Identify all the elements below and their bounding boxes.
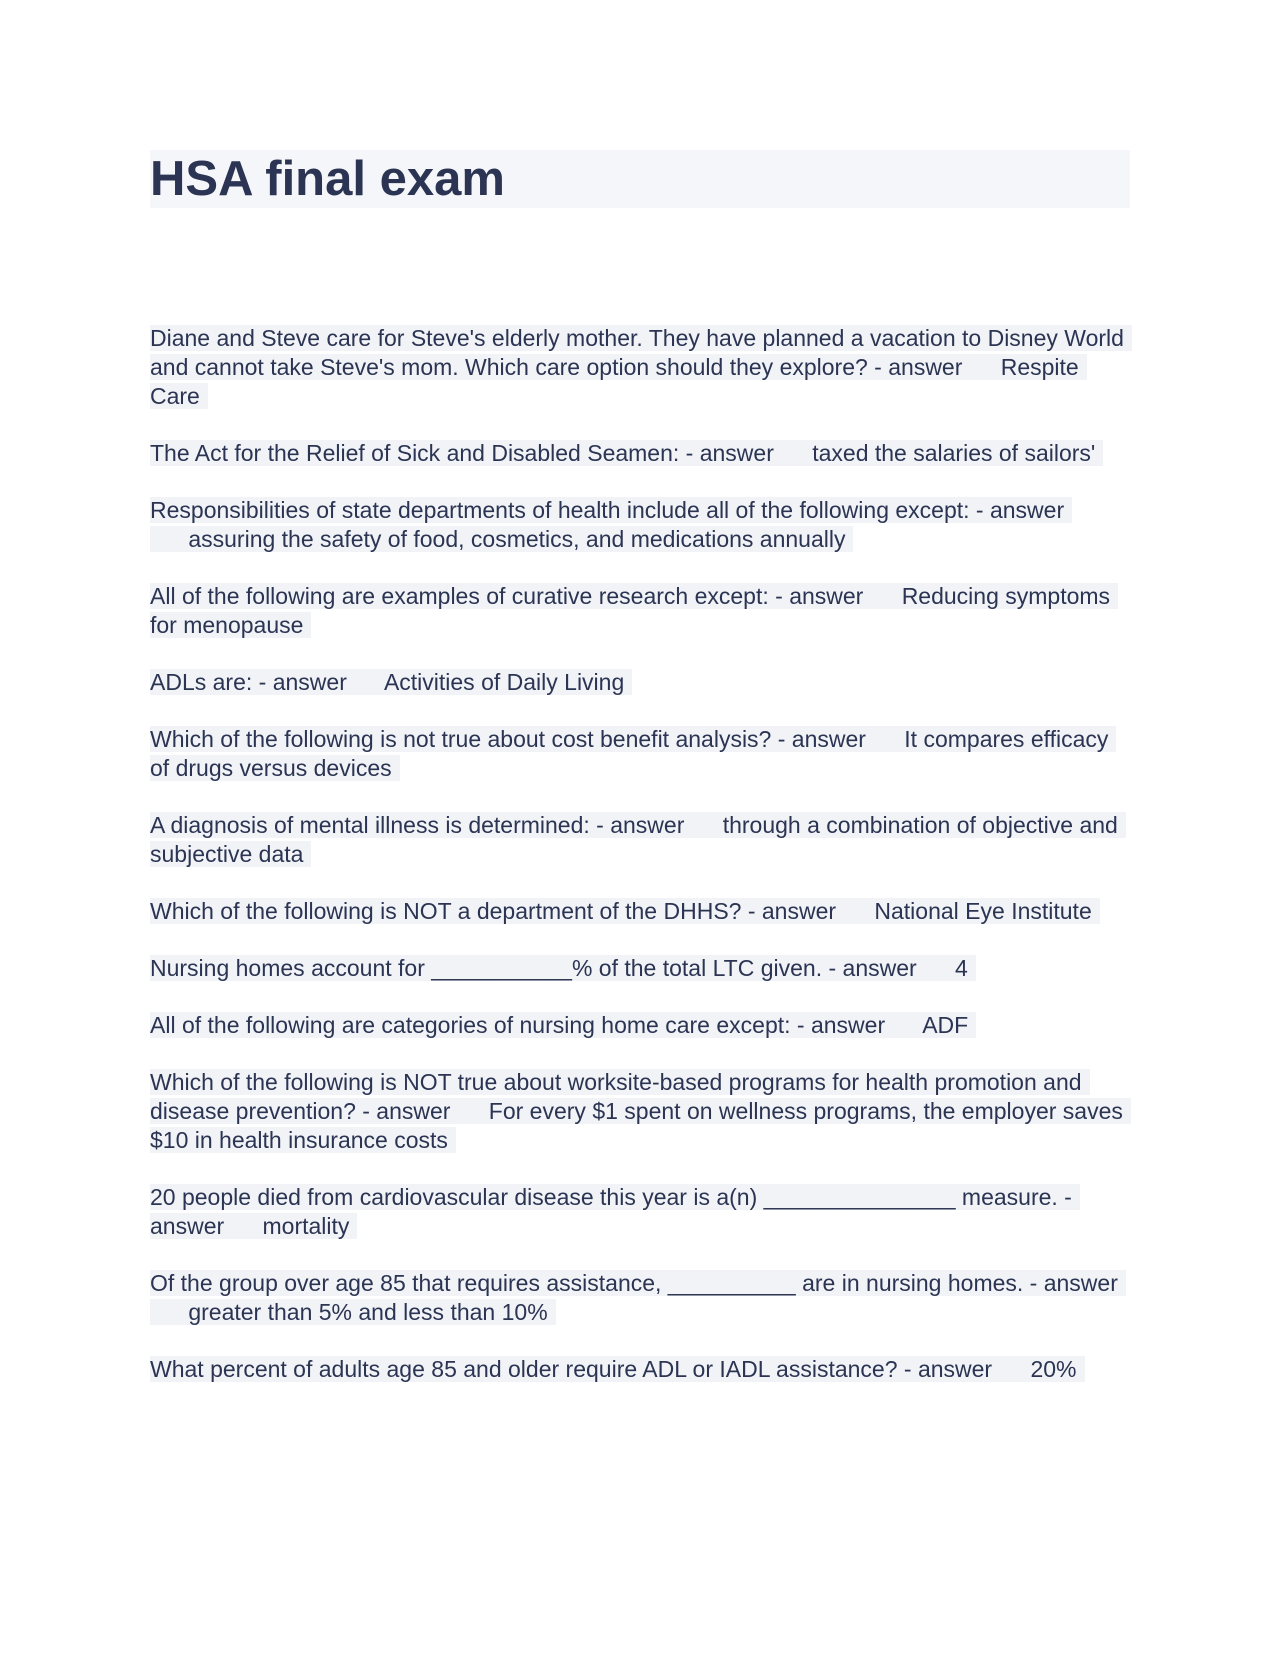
qa-item bbox=[150, 1183, 1130, 1241]
answer-text: ADF bbox=[922, 1012, 969, 1038]
answer-text: 20% bbox=[1030, 1356, 1077, 1382]
question-text: Nursing homes account for ___________% of the total LTC given. - answer bbox=[150, 955, 917, 981]
document-page bbox=[150, 150, 1130, 1412]
answer-text: taxed the salaries of sailors' bbox=[812, 440, 1096, 466]
answer-text: National Eye Institute bbox=[874, 898, 1092, 924]
answer-text: 4 bbox=[955, 955, 968, 981]
title-block bbox=[150, 150, 1130, 208]
answer-text: through a combination of objective and subjective data bbox=[150, 812, 1118, 867]
qa-item bbox=[150, 496, 1130, 554]
answer-text: Reducing symptoms for menopause bbox=[150, 583, 1111, 638]
question-text: The Act for the Relief of Sick and Disabled Seamen: - answer bbox=[150, 440, 774, 466]
question-text: 20 people died from cardiovascular disease this year is a(n) _______________ measure. - answer bbox=[150, 1184, 1072, 1239]
answer-text: assuring the safety of food, cosmetics, and medications annually bbox=[188, 526, 846, 552]
question-text: Responsibilities of state departments of health include all of the following except: - answer bbox=[150, 497, 1065, 523]
question-text: Which of the following is NOT a department of the DHHS? - answer bbox=[150, 898, 837, 924]
qa-item bbox=[150, 1068, 1130, 1155]
question-text: A diagnosis of mental illness is determined: - answer bbox=[150, 812, 685, 838]
question-text: All of the following are categories of nursing home care except: - answer bbox=[150, 1012, 886, 1038]
qa-item bbox=[150, 897, 1130, 926]
answer-text: greater than 5% and less than 10% bbox=[188, 1299, 548, 1325]
answer-text: Respite Care bbox=[150, 354, 1079, 409]
qa-item bbox=[150, 1355, 1130, 1384]
qa-item bbox=[150, 324, 1130, 411]
answer-text: mortality bbox=[262, 1213, 350, 1239]
qa-item bbox=[150, 1269, 1130, 1327]
qa-item bbox=[150, 439, 1130, 468]
question-text: All of the following are examples of curative research except: - answer bbox=[150, 583, 864, 609]
qa-item bbox=[150, 1011, 1130, 1040]
answer-text: Activities of Daily Living bbox=[383, 669, 625, 695]
qa-item bbox=[150, 725, 1130, 783]
question-text: Which of the following is NOT true about worksite-based programs for health promotion and disease prevention? - answer bbox=[150, 1069, 1082, 1124]
qa-item bbox=[150, 954, 1130, 983]
question-text: Of the group over age 85 that requires assistance, __________ are in nursing homes. - answer bbox=[150, 1270, 1118, 1296]
question-text: Which of the following is not true about cost benefit analysis? - answer bbox=[150, 726, 866, 752]
answer-text: It compares efficacy of drugs versus devices bbox=[150, 726, 1109, 781]
qa-item bbox=[150, 811, 1130, 869]
qa-item bbox=[150, 668, 1130, 697]
answer-text: For every $1 spent on wellness programs, the employer saves $10 in health insurance costs bbox=[150, 1098, 1123, 1153]
question-text: What percent of adults age 85 and older require ADL or IADL assistance? - answer bbox=[150, 1356, 993, 1382]
question-text: Diane and Steve care for Steve's elderly mother. They have planned a vacation to Disney World and cannot take Steve's mom. Which care option should they explore? - answer bbox=[150, 325, 1124, 380]
qa-list bbox=[150, 324, 1130, 1384]
page-title: HSA final exam bbox=[150, 152, 505, 206]
question-text: ADLs are: - answer bbox=[150, 669, 347, 695]
qa-item bbox=[150, 582, 1130, 640]
